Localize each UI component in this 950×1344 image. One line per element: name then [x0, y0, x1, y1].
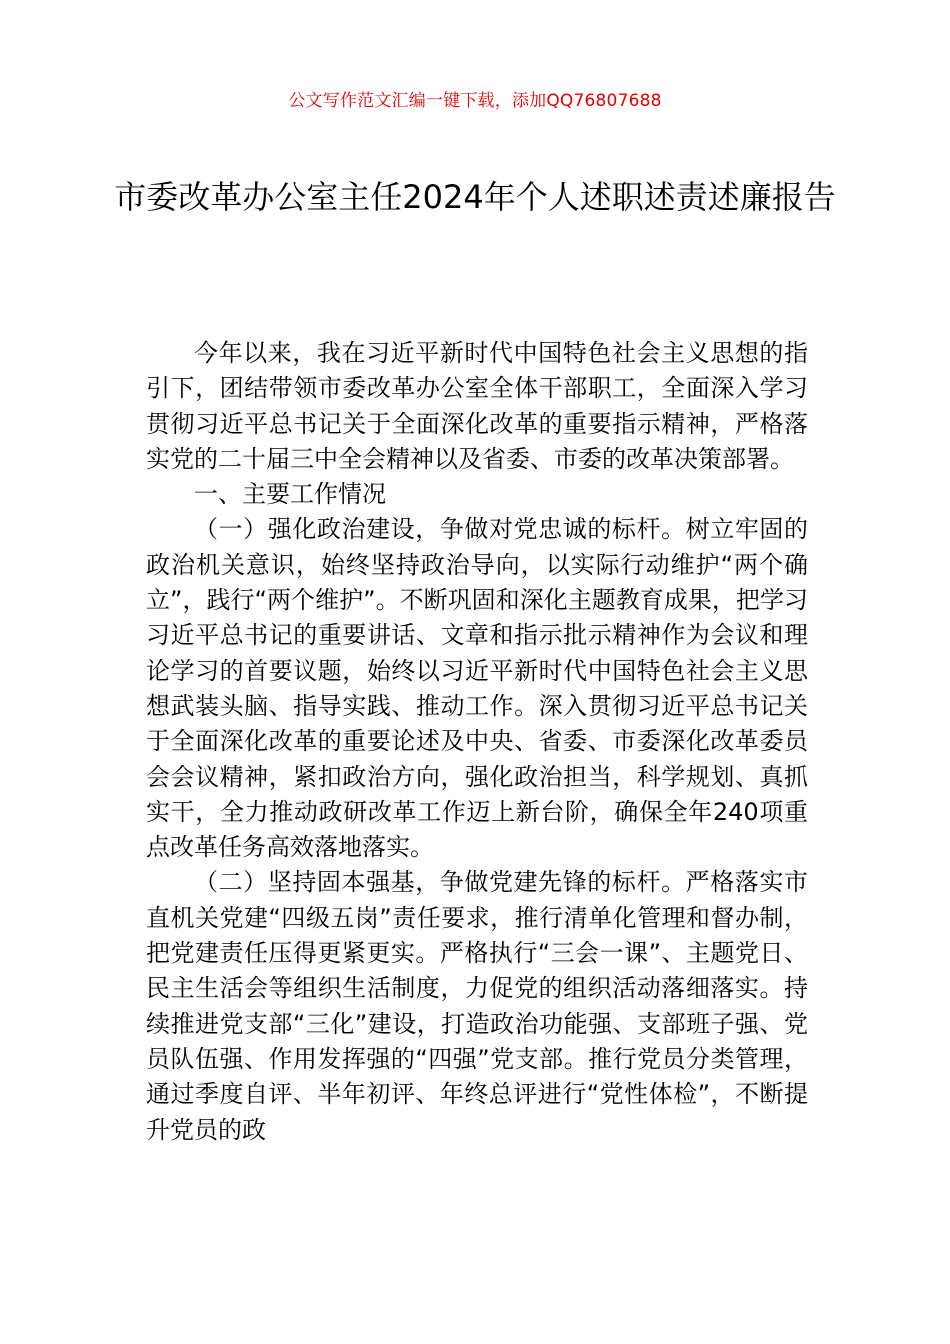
body-paragraph-1: （一）强化政治建设，争做对党忠诚的标杆。树立牢固的政治机关意识，始终坚持政治导向，以实际行动维护“两个确立”，践行“两个维护”。不断巩固和深化主题教育成果，把学习习近平总书记的重要讲话、文章和指示批示精神作为会议和理论学习的首要议题，始终以习近平新时代中国特色社会主义思想武装头脑、指导实践、推动工作。深入贯彻习近平总书记关于全面深化改革的重要论述及中央、省委、市委深化改革委员会会议精神，紧扣政治方向，强化政治担当，科学规划、真抓实干，全力推动政研改革工作迈上新台阶，确保全年240项重点改革任务高效落地落实。 [146, 515, 808, 862]
section-heading: 一、主要工作情况 [194, 480, 386, 509]
body-paragraph-2: （二）坚持固本强基，争做党建先锋的标杆。严格落实市直机关党建“四级五岗”责任要求，推行清单化管理和督办制，把党建责任压得更紧更实。严格执行“三会一课”、主题党日、民主生活会等组织生活制度，力促党的组织活动落细落实。持续推进党支部“三化”建设，打造政治功能强、支部班子强、党员队伍强、作用发挥强的“四强”党支部。推行党员分类管理，通过季度自评、半年初评、年终总评进行“党性体检”，不断提升党员的政 [146, 868, 808, 1144]
intro-paragraph: 今年以来，我在习近平新时代中国特色社会主义思想的指引下，团结带领市委改革办公室全体干部职工，全面深入学习贯彻习近平总书记关于全面深化改革的重要指示精神，严格落实党的二十届三中全会精神以及省委、市委的改革决策部署。 [146, 339, 808, 473]
download-notice: 公文写作范文汇编一键下载，添加QQ76807688 [288, 91, 662, 111]
document-body [146, 336, 808, 1148]
document-title: 市委改革办公室主任2024年个人述职述责述廉报告 [114, 178, 836, 216]
